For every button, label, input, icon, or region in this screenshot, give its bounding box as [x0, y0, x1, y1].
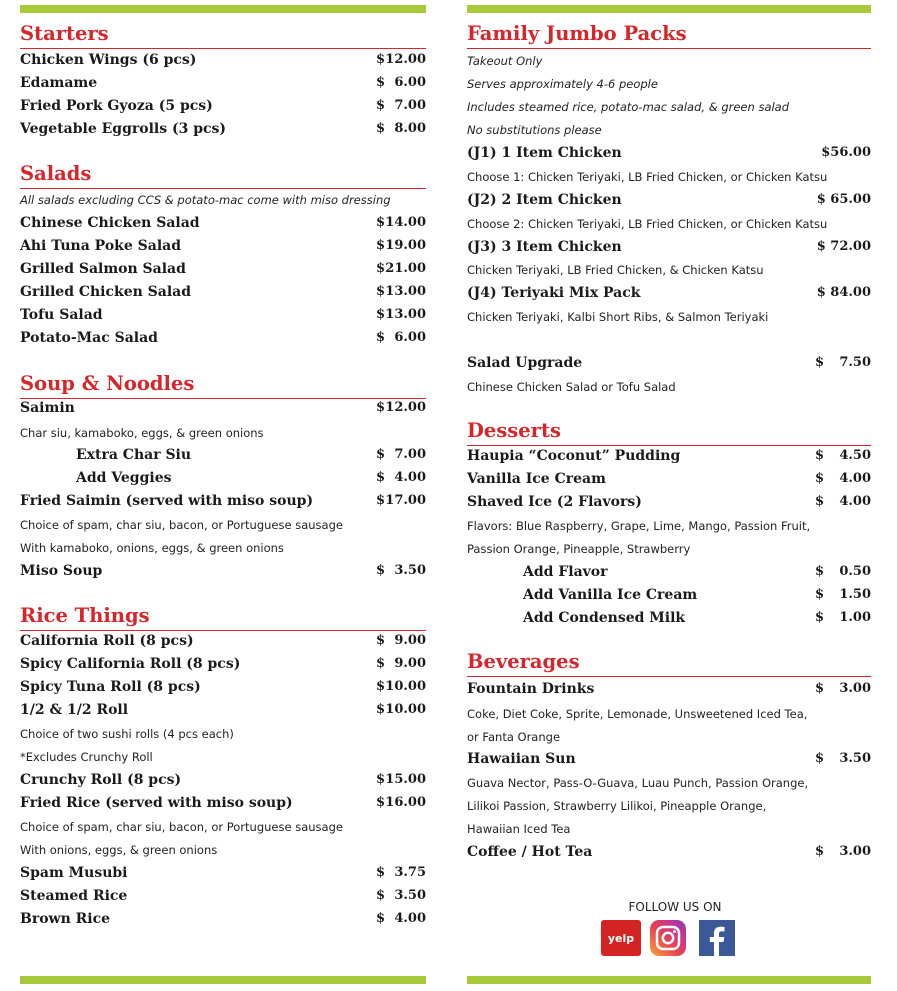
menu-item: Miso Soup $ 3.50 [20, 562, 426, 579]
item-description: With onions, eggs, & green onions [20, 842, 218, 857]
item-description: *Excludes Crunchy Roll [20, 749, 153, 764]
menu-item: Saimin $ 12.00 [20, 399, 426, 416]
menu-item: Fried Rice (served with miso soup) $ 16.00 [20, 794, 426, 811]
menu-item: Fried Saimin (served with miso soup) $ 17.00 [20, 492, 426, 509]
salads-note: All salads excluding CCS & potato-mac come with miso dressing [20, 192, 391, 207]
item-description: Chicken Teriyaki, LB Fried Chicken, & Chicken Katsu [467, 262, 764, 277]
menu-item: Spicy California Roll (8 pcs) $ 9.00 [20, 655, 426, 672]
menu-item: Salad Upgrade $ 7.50 [467, 354, 871, 371]
beverages-heading: Beverages [467, 650, 871, 677]
family-jumbo-packs-heading: Family Jumbo Packs [467, 22, 871, 49]
item-description: Choice of two sushi rolls (4 pcs each) [20, 726, 234, 741]
family-note: Takeout Only [467, 53, 543, 68]
family-note: Includes steamed rice, potato-mac salad, & green salad [467, 99, 790, 114]
family-pack-item: (J1) 1 Item Chicken $56.00 [467, 144, 871, 161]
follow-us-label: FOLLOW US ON [628, 900, 722, 914]
menu-item: Brown Rice $ 4.00 [20, 910, 426, 927]
family-note: Serves approximately 4-6 people [467, 76, 658, 91]
facebook-icon[interactable] [699, 920, 735, 956]
salads-heading: Salads [20, 162, 426, 189]
menu-item: Spam Musubi $ 3.75 [20, 864, 426, 881]
soup-noodles-heading: Soup & Noodles [20, 372, 426, 399]
item-description: Choose 1: Chicken Teriyaki, LB Fried Chicken, or Chicken Katsu [467, 169, 828, 184]
menu-addon: Add Flavor $ 0.50 [523, 563, 871, 580]
menu-item: Potato-Mac Salad $ 6.00 [20, 329, 426, 346]
item-description: Coke, Diet Coke, Sprite, Lemonade, Unsweetened Iced Tea, [467, 706, 808, 721]
item-description: or Fanta Orange [467, 729, 561, 744]
menu-item: Vanilla Ice Cream $ 4.00 [467, 470, 871, 487]
menu-item: Tofu Salad $ 13.00 [20, 306, 426, 323]
instagram-icon[interactable] [650, 920, 686, 956]
menu-addon: Extra Char Siu $ 7.00 [76, 446, 426, 463]
top-left-divider-bar [20, 5, 426, 13]
item-description: Lilikoi Passion, Strawberry Lilikoi, Pineapple Orange, [467, 798, 767, 813]
menu-item: Steamed Rice $ 3.50 [20, 887, 426, 904]
menu-addon: Add Vanilla Ice Cream $ 1.50 [523, 586, 871, 603]
menu-item: Grilled Salmon Salad $ 21.00 [20, 260, 426, 277]
menu-item: Vegetable Eggrolls (3 pcs) $ 8.00 [20, 120, 426, 137]
item-description: Flavors: Blue Raspberry, Grape, Lime, Mango, Passion Fruit, [467, 518, 811, 533]
item-description: Choice of spam, char siu, bacon, or Portuguese sausage [20, 517, 343, 532]
menu-item: Crunchy Roll (8 pcs) $ 15.00 [20, 771, 426, 788]
menu-item: Shaved Ice (2 Flavors) $ 4.00 [467, 493, 871, 510]
item-description: Chicken Teriyaki, Kalbi Short Ribs, & Salmon Teriyaki [467, 309, 769, 324]
menu-item: Hawaiian Sun $ 3.50 [467, 750, 871, 767]
item-description: Choice of spam, char siu, bacon, or Portuguese sausage [20, 819, 343, 834]
family-note: No substitutions please [467, 122, 602, 137]
menu-item: 1/2 & 1/2 Roll $ 10.00 [20, 701, 426, 718]
rice-things-heading: Rice Things [20, 604, 426, 631]
item-description: Choose 2: Chicken Teriyaki, LB Fried Chicken, or Chicken Katsu [467, 216, 828, 231]
menu-addon: Add Condensed Milk $ 1.00 [523, 609, 871, 626]
menu-item: Spicy Tuna Roll (8 pcs) $ 10.00 [20, 678, 426, 695]
item-description: Char siu, kamaboko, eggs, & green onions [20, 425, 264, 440]
menu-item: Haupia “Coconut” Pudding $ 4.50 [467, 447, 871, 464]
family-pack-item: (J4) Teriyaki Mix Pack $ 84.00 [467, 284, 871, 301]
menu-item: California Roll (8 pcs) $ 9.00 [20, 632, 426, 649]
menu-item: Edamame $ 6.00 [20, 74, 426, 91]
menu-item: Ahi Tuna Poke Salad $ 19.00 [20, 237, 426, 254]
desserts-heading: Desserts [467, 419, 871, 446]
family-pack-item: (J3) 3 Item Chicken $ 72.00 [467, 238, 871, 255]
menu-item: Grilled Chicken Salad $ 13.00 [20, 283, 426, 300]
bottom-right-divider-bar [467, 976, 871, 984]
menu-addon: Add Veggies $ 4.00 [76, 469, 426, 486]
starters-heading: Starters [20, 22, 426, 49]
item-description: Hawaiian Iced Tea [467, 821, 571, 836]
menu-item: Fried Pork Gyoza (5 pcs) $ 7.00 [20, 97, 426, 114]
menu-item: Chinese Chicken Salad $ 14.00 [20, 214, 426, 231]
yelp-icon[interactable]: yelp [601, 920, 641, 956]
item-description: With kamaboko, onions, eggs, & green onions [20, 540, 284, 555]
top-right-divider-bar [467, 5, 871, 13]
item-description: Guava Nector, Pass-O-Guava, Luau Punch, Passion Orange, [467, 775, 809, 790]
bottom-left-divider-bar [20, 976, 426, 984]
item-description: Passion Orange, Pineapple, Strawberry [467, 541, 691, 556]
family-pack-item: (J2) 2 Item Chicken $ 65.00 [467, 191, 871, 208]
menu-item: Fountain Drinks $ 3.00 [467, 680, 871, 697]
menu-item: Coffee / Hot Tea $ 3.00 [467, 843, 871, 860]
item-description: Chinese Chicken Salad or Tofu Salad [467, 379, 676, 394]
menu-item: Chicken Wings (6 pcs) $ 12.00 [20, 51, 426, 68]
